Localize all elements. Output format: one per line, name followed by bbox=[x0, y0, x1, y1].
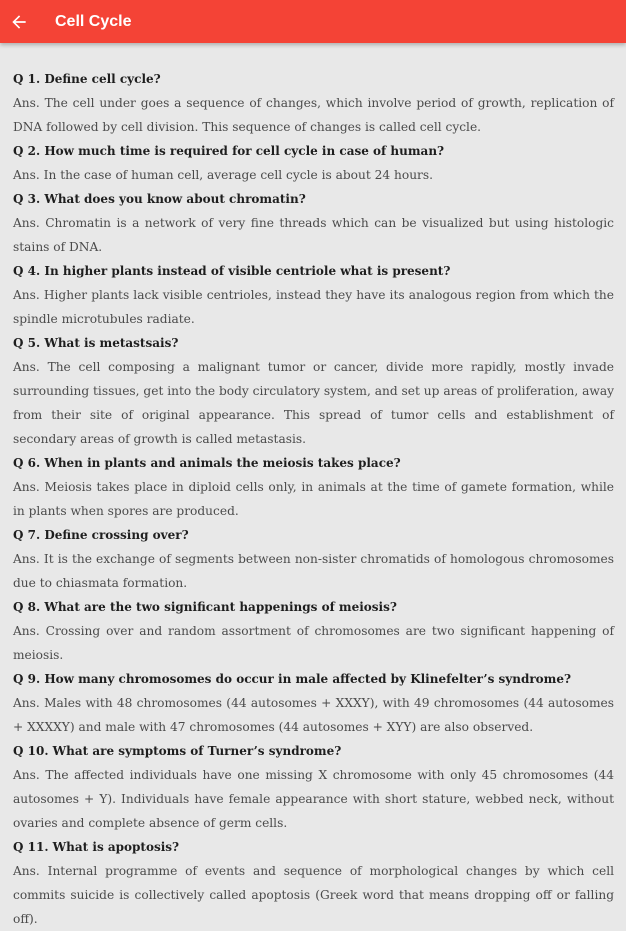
qa-item bbox=[13, 523, 614, 595]
qa-item bbox=[13, 67, 614, 139]
qa-item bbox=[13, 595, 614, 667]
back-button[interactable] bbox=[0, 0, 38, 43]
answer-text: Ans. Internal programme of events and sequence of morphological changes by which cell commits suicide is collectively called apoptosis (Greek word that means dropping off or falling off). bbox=[13, 864, 614, 926]
question-text: Q 5. What is metastsais? bbox=[13, 336, 179, 350]
page-title: Cell Cycle bbox=[55, 12, 132, 30]
qa-item bbox=[13, 835, 614, 931]
answer-text: Ans. In the case of human cell, average cell cycle is about 24 hours. bbox=[13, 168, 434, 182]
question-text: Q 3. What does you know about chromatin? bbox=[13, 192, 306, 206]
answer-text: Ans. Meiosis takes place in diploid cells only, in animals at the time of gamete formation, while in plants when spores are produced. bbox=[13, 480, 614, 518]
question-text: Q 10. What are symptoms of Turner’s syndrome? bbox=[13, 744, 342, 758]
question-text: Q 4. In higher plants instead of visible centriole what is present? bbox=[13, 264, 451, 278]
answer-text: Ans. Higher plants lack visible centrioles, instead they have its analogous region from which the spindle microtubules radiate. bbox=[13, 288, 614, 326]
qa-list bbox=[0, 43, 626, 931]
arrow-left-icon bbox=[9, 12, 29, 32]
question-text: Q 6. When in plants and animals the meiosis takes place? bbox=[13, 456, 401, 470]
question-text: Q 1. Define cell cycle? bbox=[13, 72, 161, 86]
qa-item bbox=[13, 667, 614, 739]
answer-text: Ans. The cell composing a malignant tumor or cancer, divide more rapidly, mostly invade surrounding tissues, get into the body circulatory system, and set up areas of proliferation, away from their site of original appearance. This spread of tumor cells and establishment of secondary areas of growth is called metastasis. bbox=[13, 360, 614, 446]
app-bar bbox=[0, 0, 626, 43]
question-text: Q 9. How many chromosomes do occur in male affected by Klinefelter’s syndrome? bbox=[13, 672, 572, 686]
answer-text: Ans. It is the exchange of segments between non-sister chromatids of homologous chromosomes due to chiasmata formation. bbox=[13, 552, 614, 590]
qa-item bbox=[13, 739, 614, 835]
question-text: Q 11. What is apoptosis? bbox=[13, 840, 180, 854]
answer-text: Ans. The affected individuals have one missing X chromosome with only 45 chromosomes (44 autosomes + Y). Individuals have female appearance with short stature, webbed neck, without ovaries and complete absence of germ cells. bbox=[13, 768, 614, 830]
answer-text: Ans. The cell under goes a sequence of changes, which involve period of growth, replication of DNA followed by cell division. This sequence of changes is called cell cycle. bbox=[13, 96, 614, 134]
qa-item bbox=[13, 331, 614, 451]
question-text: Q 2. How much time is required for cell cycle in case of human? bbox=[13, 144, 445, 158]
answer-text: Ans. Crossing over and random assortment of chromosomes are two significant happening of meiosis. bbox=[13, 624, 614, 662]
qa-item bbox=[13, 139, 614, 187]
question-text: Q 7. Define crossing over? bbox=[13, 528, 189, 542]
answer-text: Ans. Males with 48 chromosomes (44 autosomes + XXXY), with 49 chromosomes (44 autosomes + XXXXY) and male with 47 chromosomes (44 autosomes + XYY) are also observed. bbox=[13, 696, 614, 734]
question-text: Q 8. What are the two significant happenings of meiosis? bbox=[13, 600, 397, 614]
qa-item bbox=[13, 259, 614, 331]
qa-item bbox=[13, 187, 614, 259]
qa-item bbox=[13, 451, 614, 523]
answer-text: Ans. Chromatin is a network of very fine threads which can be visualized but using histologic stains of DNA. bbox=[13, 216, 614, 254]
